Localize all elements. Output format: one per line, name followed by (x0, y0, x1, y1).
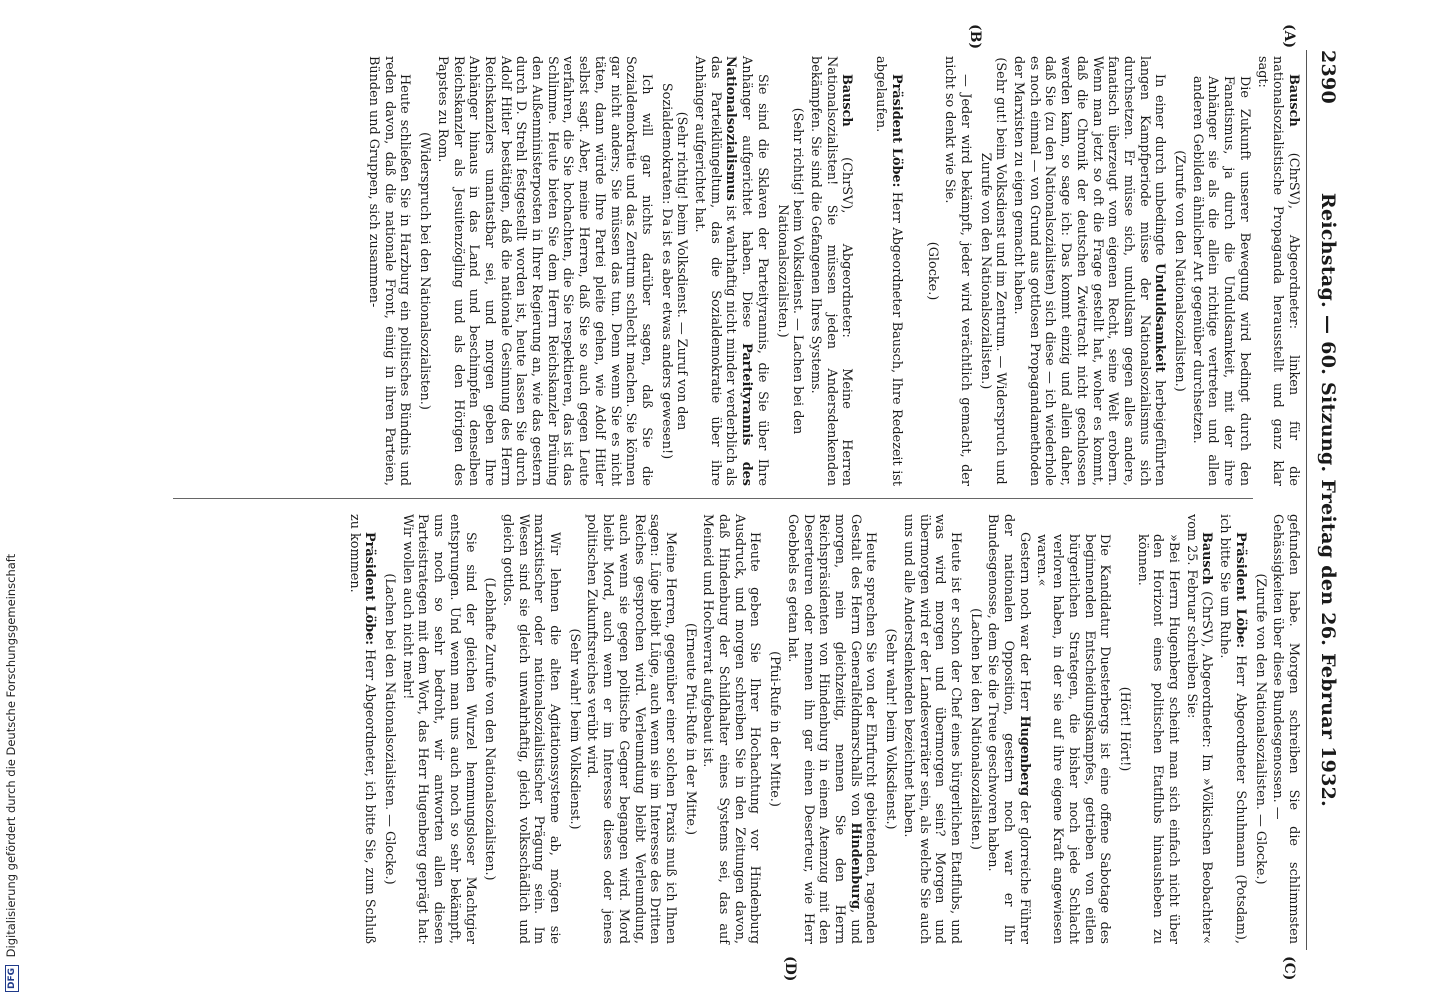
page-header (1309, 50, 1339, 950)
margin-marker-d: (D) (782, 956, 798, 982)
text-run: In einer durch unbedingte (1152, 74, 1168, 264)
text-run: Gestern noch war der Herr (1016, 532, 1032, 716)
text-run: gefunden habe. Morgen schreiben Sie die schlimmsten Gehässigkeiten über diese Bundesgenossen. — (1270, 514, 1301, 944)
speaker-paragraph (1254, 56, 1301, 486)
interjection: (Sehr gut! beim Volksdienst und im Zentrum. — Widerspruch und Zurufe von den Nationalsozialisten.) (977, 57, 1009, 485)
interjection: (Glocke.) (924, 241, 940, 301)
speaker-name: Präsident Löbe: (1232, 532, 1248, 648)
spacer (904, 56, 920, 486)
paragraph (434, 56, 654, 486)
paragraph (784, 514, 878, 944)
speaker-paragraph (346, 514, 377, 944)
quotation: Die Zukunft unserer Bewegung wird bedingt durch den Fanatismus, ja durch die Unduldsamkeit, mit der ihre Anhänger sie als die allein richtige vertreten und allen anderen Gebilden ähnlicher Art gegenüber durchsetzen. (1189, 76, 1252, 486)
speech-text: Herr Abgeordneter, ich bitte Sie, zum Schluß zu kommen. (346, 514, 378, 944)
interjection: (Sehr wahr! beim Volksdienst.) (566, 628, 582, 830)
interjection: (Lachen bei den Nationalsozialisten.) (967, 608, 983, 850)
document-page (133, 20, 1343, 980)
paragraph (691, 56, 770, 486)
right-column (344, 514, 1301, 944)
text-run: — Jeder wird bekämpft, jeder wird verächtlich gemacht, der nicht so denkt wie Sie. (942, 56, 973, 486)
speech-text: (ChrSV), Abgeordneter: Meine Herren Nationalsozialisten! Sie müssen jeden Andersdenkenden bekämpfen. Sie sind die Gefangenen Ihres Systems. (808, 56, 855, 486)
paragraph (1270, 514, 1301, 944)
interjection: (Zurufe von den Nationalsozialisten. — Glocke.) (1252, 573, 1268, 885)
interjection: (Sehr richtig! beim Volksdienst. — Lachen bei den Nationalsozialisten.) (774, 107, 806, 435)
speaker-name: Präsident Löbe: (888, 74, 904, 188)
paragraph (900, 514, 963, 944)
interjection: (Zurufe von den Nationalsozialisten.) (1172, 150, 1188, 392)
text-run: Heute geben Sie Ihrer Hochachtung vor Hindenburg Ausdruck, und morgen schreiben Sie in den Zeitungen davon, daß Hindenburg der Schildhalter eines Systems sei, das auf Meineid und Hochverrat aufgebaut ist. (700, 514, 763, 944)
interjection: (Lachen bei den Nationalsozialisten. — Glocke.) (382, 573, 398, 885)
text-run: Sie sind der gleichen Wurzel hemmungsloser Machtgier entsprungen. Und wenn man uns auch noch so sehr bekämpft, uns noch so sehr bedroht, wir antworten allen diesen Parteistrategen mit dem Wort, das Herr Hugenberg geprägt hat: Wir wollen auch nicht mehr! (399, 514, 478, 944)
page-number: 2390 (1317, 50, 1339, 105)
text-run: Wir lehnen die alten Agitationssysteme ab, mögen sie marxistischer oder nationalsozialistischer Prägung sein. Im Wesen sind sie gleich unwahrhaftig, gleich volksschädlich und gleich gottlos. (499, 514, 563, 944)
page-title: Reichstag. — 60. Sitzung. Freitag den 26. Februar 1932. (1317, 192, 1339, 808)
margin-marker-c: (C) (1281, 956, 1297, 981)
quotation: Die Kandidatur Duesterbergs ist eine offene Sabotage des beginnenden Entscheidungskampfes, getrieben von eitlen bürgerlichen Strategen, die bisher noch jede Schlacht verloren haben, in der sie auf ihre eigene Kraft angewiesen waren.« (1034, 534, 1113, 944)
interjection: (Sehr wahr! beim Volksdienst.) (883, 628, 899, 830)
spacer (854, 56, 870, 486)
speech-text: (ChrSV), Abgeordneter: linken für die nationalsozialistische Propaganda herausstellt und ganz klar sagt: (1254, 56, 1301, 486)
interjection: (Sehr richtig! beim Volksdienst. — Zuruf von den Sozialdemokraten: Da ist es aber etwas anders gewesen!) (658, 82, 690, 460)
paragraph (584, 514, 678, 944)
interjection: (Hört! Hört!) (1116, 686, 1132, 772)
paragraph (1010, 56, 1167, 486)
speaker-name: Bausch (1286, 74, 1301, 127)
text-run: Ich will gar nichts darüber sagen, daß Sie die Sozialdemokratie und das Zentrum schlecht machen. Sie können gar nicht anders; Sie müssen das tun. Denn wenn Sie es nicht täten, dann würde Ihre Partei pleite gehen, wie Adolf Hitler selbst sagt. Aber, meine Herren, daß Sie so auch gegen Leute verfahren, die Sie hochachten, die Sie respektieren, das ist das Schlimme. Heute bieten Sie dem Herrn Reichskanzler Brüning den Außenministerposten in Ihrer Regierung an, wie das gestern durch D. Strehl festgestellt worden ist, heute lassen Sie durch Adolf Hitler bestätigen, daß die nationale Gesinnung des Herrn Reichskanzlers unantastbar sei, und morgen geben Ihre Anhänger hinaus in das Land und beschimpfen denselben Reichskanzler als Jesuitenzögling und als den Hörigen des Papstes zu Rom. (434, 56, 654, 486)
text-run: Meine Herren, gegenüber einer solchen Praxis muß ich Ihnen sagen: Lüge bleibt Lüge, auch wenn sie im Interesse des Dritten Reiches gesprochen wird. Verleumdung bleibt Verleumdung, auch wenn sie gegen politische Gegner begangen wird. Mord bleibt Mord, auch wenn er im Interesse dieses oder jenes politischen Zukunftsreiches verübt wird. (584, 514, 678, 944)
speaker-paragraph (872, 56, 903, 486)
paragraph (700, 514, 763, 944)
left-column (363, 56, 1301, 486)
speaker-paragraph (1216, 514, 1247, 944)
speaker-paragraph (1183, 514, 1214, 944)
interjection: (Erneute Pfui-Rufe in der Mitte.) (682, 622, 698, 836)
speech-text: Herr Abgeordneter Schuhmann (Potsdam), ich bitte Sie um Ruhe. (1217, 514, 1248, 944)
text-run: Heute schließen Sie in Harzburg ein politisches Bündnis und reden davon, daß die nationale Front, einig in ihren Parteien, Bünden und Gruppen, sich zusammen- (366, 56, 413, 486)
text-run: der glorreiche Führer der nationalen Opposition, gestern noch war er Ihr Bundesgenosse, dem Sie die Treue geschworen haben. (985, 514, 1032, 944)
footer-text: Digitalisierung gefördert durch die Deutsche Forschungsgemeinschaft (4, 553, 18, 958)
speaker-name: Präsident Löbe: (362, 532, 378, 645)
text-run: Heute sprechen Sie von der Ehrfurcht gebietenden, ragenden Gestalt des Herrn Generalfeldmarschalls von (847, 514, 879, 944)
text-run: herbeigeführten langen Kampfperiode müsse der Nationalsozialismus sich durchsetzen. Er müsse sich, unduldsam gegen alles andere, fanatisch überzeugt vom eigenen Recht, seine Welt erobern. Wenn man jetzt so oft die Frage gestellt hat, woher es kommt, daß die Chronik der deutschen Zwietracht nicht geschlossen werden kann, so sage ich: Das kommt einzig und allein daher, daß Sie (zu den Nationalsozialisten) sich diese — ich wiederhole es noch einmal — von Grund aus gottlosen Propagandamethoden der Marxisten zu eigen gemacht haben. (1011, 56, 1168, 487)
speaker-paragraph (807, 56, 854, 486)
quotation: »Bei Herrn Hugenberg scheint man sich einfach nicht über den Horizont eines politischen Etatflubs hinausheben zu können. (1134, 534, 1182, 944)
column-divider (173, 498, 1253, 499)
speech-text: (ChrSV), Abgeordneter: Im »Völkischen Beobachter« vom 25. Februar schreiben Sie: (1183, 514, 1215, 944)
emphasized-term: Parteityrannis des Nationalsozialismus (723, 56, 755, 486)
interjection: (Lebhafte Zurufe von den Nationalsozialisten.) (482, 577, 498, 881)
header-rule (1306, 50, 1307, 950)
interjection: (Pfui-Rufe in der Mitte.) (767, 651, 783, 807)
emphasized-term: Unduldsamkeit (1152, 263, 1168, 373)
dfg-logo: DFG (5, 965, 19, 992)
paragraph (985, 514, 1032, 944)
interjection: (Widerspruch bei den Nationalsozialisten.) (417, 132, 433, 410)
text-run: Heute ist er schon der Chef eines bürgerlichen Etatflubs, und was wird morgen und übermorgen sein? Morgen und übermorgen wird er der Landesverräter sein, als welche Sie auch uns und alle Andersdenkenden bezeichnet haben. (900, 514, 963, 944)
speaker-name: Bausch (839, 74, 855, 127)
emphasized-term: Hindenburg (847, 822, 863, 910)
speaker-name: Bausch (1199, 532, 1215, 585)
paragraph (399, 514, 478, 944)
paragraph (942, 56, 973, 486)
text-run: ist wahrhaftig nicht minder verderblich als das Parteiklüngeltum, das die Sozialdemokratie über ihre Anhänger aufgerichtet hat. (692, 56, 739, 486)
text-run: Sie sind die Sklaven der Parteityrannis, die Sie über Ihre Anhänger aufgerichtet haben. Diese (739, 56, 770, 486)
text-run: , und morgen, nein gleichzeitig, nennen Sie den Herrn Reichspräsidenten von Hindenburg in einem Atemzug mit den Deserteuren oder nennen ihn gar einen Deserteur, wie Herr Goebbels es getan hat. (784, 514, 863, 945)
digitization-footer (0, 0, 22, 1000)
speech-text: Herr Abgeordneter Bausch, Ihre Redezeit ist abgelaufen. (873, 56, 904, 486)
margin-marker-a: (A) (1281, 24, 1297, 49)
emphasized-term: Hugenberg (1016, 715, 1032, 797)
paragraph (365, 56, 412, 486)
margin-marker-b: (B) (967, 24, 983, 50)
paragraph (499, 514, 562, 944)
